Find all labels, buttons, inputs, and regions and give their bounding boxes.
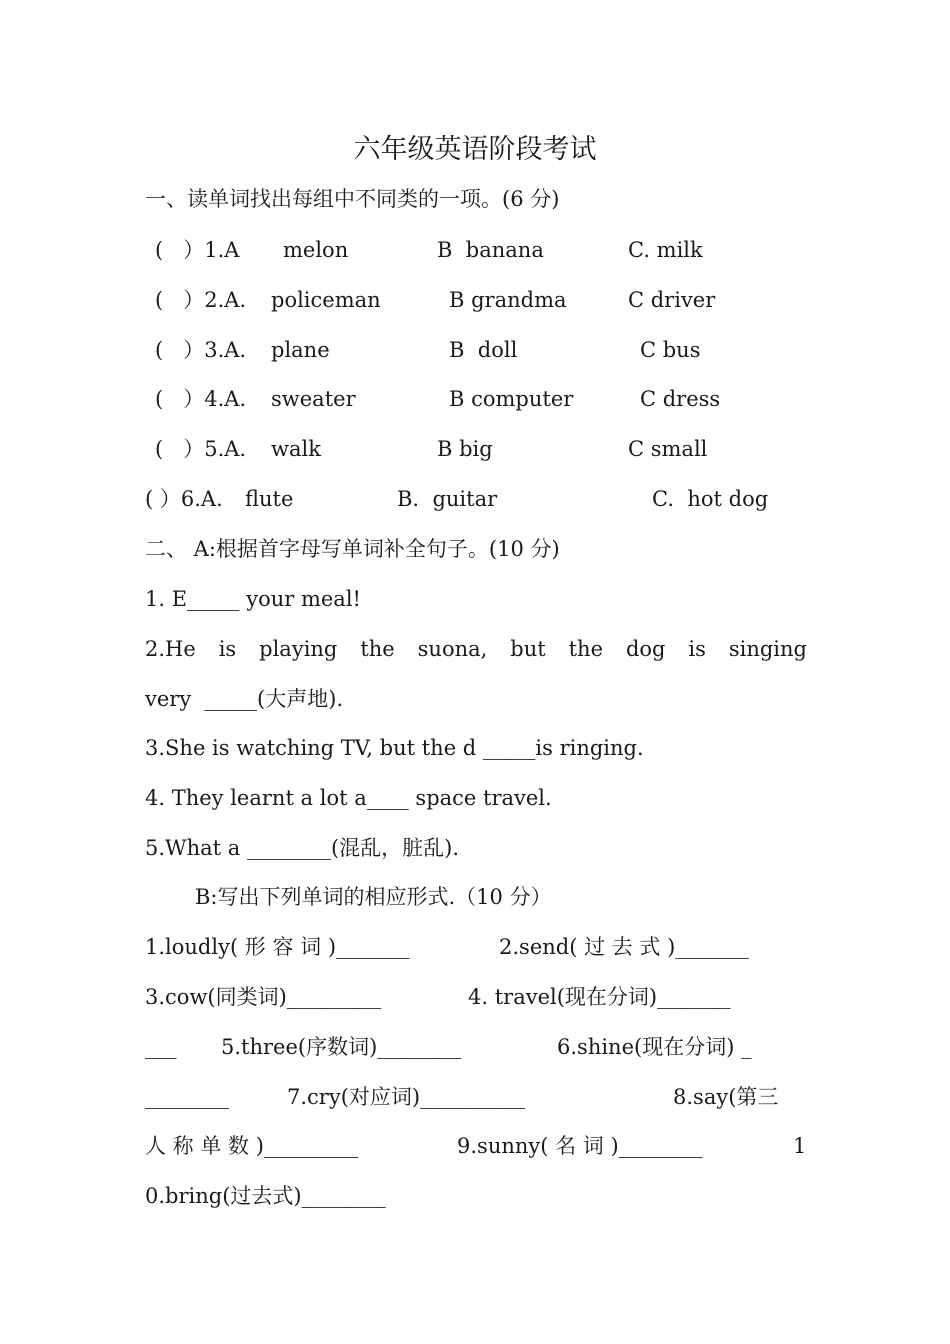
question-number: ( ）1.A: [155, 238, 240, 262]
fill-in-question: 5.What a ________(混乱，脏乱).: [145, 836, 460, 860]
option-b: B doll: [449, 338, 518, 362]
question-number: ( ）6.A.: [145, 487, 223, 511]
section2-heading: 二、 A:根据首字母写单词补全句子。(10 分): [145, 537, 560, 561]
option-c: C bus: [640, 338, 701, 362]
option-b: B big: [437, 437, 493, 461]
question-number: ( ）5.A.: [155, 437, 247, 461]
word-form-item: 4. travel(现在分词)_______: [468, 985, 731, 1009]
fill-in-question-continued: very _____(大声地).: [145, 687, 344, 711]
word-form-item: 6.shine(现在分词) _: [557, 1035, 752, 1059]
question-number: ( ）2.A.: [155, 288, 247, 312]
option-a: flute: [245, 487, 294, 511]
option-b: B computer: [449, 387, 574, 411]
word-form-blank: ________: [145, 1085, 229, 1109]
option-b: B. guitar: [397, 487, 498, 511]
section1-heading: 一、读单词找出每组中不同类的一项。(6 分): [145, 187, 560, 211]
word-form-item: 8.say(第三: [673, 1085, 779, 1109]
option-b: B grandma: [449, 288, 567, 312]
word-form-item: 1.loudly( 形 容 词 )_______: [145, 935, 410, 959]
word-form-item: 9.sunny( 名 词 )________: [457, 1134, 703, 1158]
fill-in-question: 1. E_____ your meal!: [145, 587, 361, 611]
option-a: walk: [271, 437, 321, 461]
question-number: ( ）4.A.: [155, 387, 247, 411]
option-a: plane: [271, 338, 330, 362]
option-c: C small: [628, 437, 708, 461]
option-c: C. milk: [628, 238, 703, 262]
word-form-item: 1: [793, 1134, 807, 1158]
option-c: C driver: [628, 288, 716, 312]
option-c: C. hot dog: [652, 487, 769, 511]
option-a: melon: [283, 238, 349, 262]
word-form-blank: ___: [145, 1035, 177, 1059]
question-number: ( ）3.A.: [155, 338, 247, 362]
word-form-item: 3.cow(同类词)_________: [145, 985, 382, 1009]
option-a: policeman: [271, 288, 381, 312]
option-c: C dress: [640, 387, 721, 411]
fill-in-question: 2.He is playing the suona, but the dog is singing: [145, 637, 807, 661]
fill-in-question: 3.She is watching TV, but the d _____is ringing.: [145, 736, 644, 760]
word-form-item: 0.bring(过去式)________: [145, 1184, 386, 1208]
word-form-item: 人 称 单 数 )_________: [145, 1134, 359, 1158]
page-title: 六年级英语阶段考试: [353, 134, 597, 165]
fill-in-question: 4. They learnt a lot a____ space travel.: [145, 786, 552, 810]
word-form-item: 7.cry(对应词)__________: [287, 1085, 526, 1109]
word-form-item: 5.three(序数词)________: [221, 1035, 462, 1059]
part-b-heading: B:写出下列单词的相应形式.（10 分）: [195, 885, 552, 909]
word-form-item: 2.send( 过 去 式 )_______: [499, 935, 749, 959]
option-a: sweater: [271, 387, 356, 411]
option-b: B banana: [437, 238, 544, 262]
